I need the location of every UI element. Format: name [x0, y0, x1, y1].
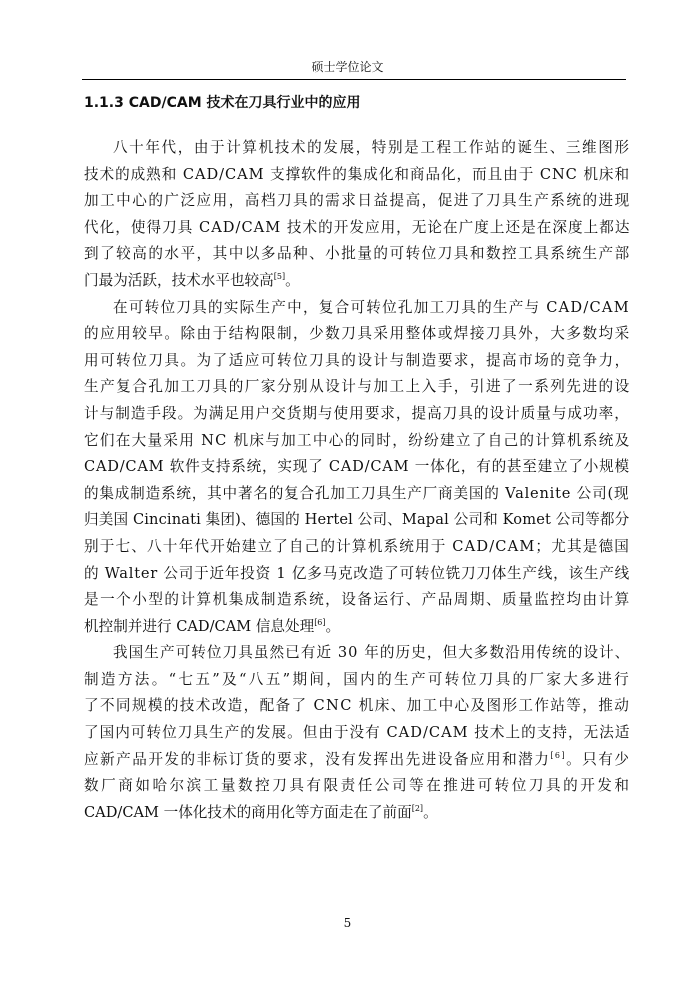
text-line — [84, 561, 629, 588]
text-line — [84, 720, 629, 747]
line-text: 的应用较早。除由于结构限制，少数刀具采用整体或焊接刀具外，大多数均采 — [84, 325, 631, 343]
line-text: 了不同规模的技术改造，配备了 CNC 机床、加工中心及图形工作站等，推动 — [84, 697, 631, 715]
text-line — [84, 507, 629, 534]
text-line — [84, 693, 629, 720]
section-title: 1.1.3 CAD/CAM 技术在刀具行业中的应用 — [84, 95, 361, 111]
line-text: 机控制并进行 CAD/CAM 信息处理 — [84, 617, 315, 635]
line-text: 数厂商如哈尔滨工量数控刀具有限责任公司等在推进可转位刀具的开发和 — [84, 777, 632, 795]
text-line — [84, 374, 629, 401]
text-line — [84, 614, 629, 641]
text-line — [84, 401, 629, 428]
line-tail: 。 — [423, 803, 438, 821]
line-text: 了国内可转位刀具生产的发展。但由于没有 CAD/CAM 技术上的支持，无法适 — [84, 724, 631, 742]
line-text: 别于七、八十年代开始建立了自己的计算机系统用于 CAD/CAM；尤其是德国 — [84, 537, 630, 555]
text-line — [84, 321, 629, 348]
line-tail: 。只有少 — [566, 750, 631, 768]
line-text: 我国生产可转位刀具虽然已有近 30 年的历史，但大多数沿用传统的设计、 — [113, 644, 631, 662]
citation-ref: [6] — [550, 750, 567, 760]
body-text — [84, 135, 632, 826]
line-text: 生产复合孔加工刀具的厂家分别从设计与加工上入手，引进了一系列先进的设 — [84, 378, 631, 396]
header-rule — [82, 79, 626, 80]
text-line — [84, 454, 629, 481]
text-line — [84, 215, 629, 242]
text-line — [84, 800, 629, 827]
line-text: 的 Walter 公司于近年投资 1 亿多马克改造了可转位铣刀刀体生产线，该生产线 — [84, 564, 631, 582]
text-line — [84, 241, 629, 268]
text-line — [84, 773, 632, 800]
page-number: 5 — [343, 916, 352, 930]
line-tail: 。 — [325, 617, 341, 635]
text-line — [84, 428, 629, 455]
line-tail: 。 — [285, 271, 300, 289]
line-text: 门最为活跃，技术水平也较高 — [84, 271, 274, 289]
line-text: 计与制造手段。为满足用户交货期与使用要求，提高刀具的设计质量与成功率， — [84, 404, 630, 422]
text-line — [84, 481, 629, 508]
text-line — [84, 188, 629, 215]
citation-ref: [6] — [314, 617, 326, 627]
text-line — [84, 534, 629, 561]
paragraph — [84, 295, 629, 641]
line-text: 归美国 Cincinati 集团)、德国的 Hertel 公司、Mapal 公司和 Komet 公司等都分 — [84, 511, 630, 529]
line-text: 技术的成熟和 CAD/CAM 支撑软件的集成化和商品化，而且由于 CNC 机床和 — [84, 165, 631, 183]
line-text: 是一个小型的计算机集成制造系统，设备运行、产品周期、质量监控均由计算 — [84, 591, 631, 609]
line-text: 应新产品开发的非标订货的要求，没有发挥出先进设备应用和潜力 — [84, 750, 551, 768]
text-line — [84, 135, 629, 162]
text-line — [84, 640, 629, 667]
line-text: 八十年代，由于计算机技术的发展，特别是工程工作站的诞生、三维图形 — [113, 139, 631, 156]
text-line — [84, 747, 629, 774]
line-text: CAD/CAM 软件支持系统，实现了 CAD/CAM 一体化，有的甚至建立了小规模 — [84, 458, 630, 476]
line-text: 代化，使得刀具 CAD/CAM 技术的开发应用，无论在广度上还是在深度上都达 — [84, 218, 631, 236]
line-text: 到了较高的水平，其中以多品种、小批量的可转位刀具和数控工具系统生产部 — [84, 245, 631, 263]
line-text: 制造方法。“七五”及“八五”期间，国内的生产可转位刀具的厂家大多进行 — [84, 670, 631, 688]
text-line — [84, 268, 629, 295]
text-line — [84, 348, 629, 375]
line-text: 的集成制造系统，其中著名的复合孔加工刀具生产厂商美国的 Valenite 公司(现 — [84, 484, 630, 502]
paragraph — [84, 640, 632, 826]
text-line — [84, 587, 629, 614]
paragraph — [84, 135, 629, 295]
citation-ref: [5] — [273, 271, 286, 281]
text-line — [84, 162, 629, 189]
line-text: 在可转位刀具的实际生产中，复合可转位孔加工刀具的生产与 CAD/CAM — [113, 298, 630, 316]
text-line — [84, 667, 629, 694]
running-header: 硕士学位论文 — [311, 60, 384, 74]
line-text: CAD/CAM 一体化技术的商用化等方面走在了前面 — [84, 803, 412, 821]
text-line — [84, 295, 629, 322]
line-text: 用可转位刀具。为了适应可转位刀具的设计与制造要求，提高市场的竞争力， — [84, 351, 631, 369]
line-text: 它们在大量采用 NC 机床与加工中心的同时，纷纷建立了自己的计算机系统及 — [84, 431, 631, 449]
line-text: 加工中心的广泛应用，高档刀具的需求日益提高，促进了刀具生产系统的进现 — [84, 192, 631, 210]
citation-ref: [2] — [411, 803, 424, 813]
